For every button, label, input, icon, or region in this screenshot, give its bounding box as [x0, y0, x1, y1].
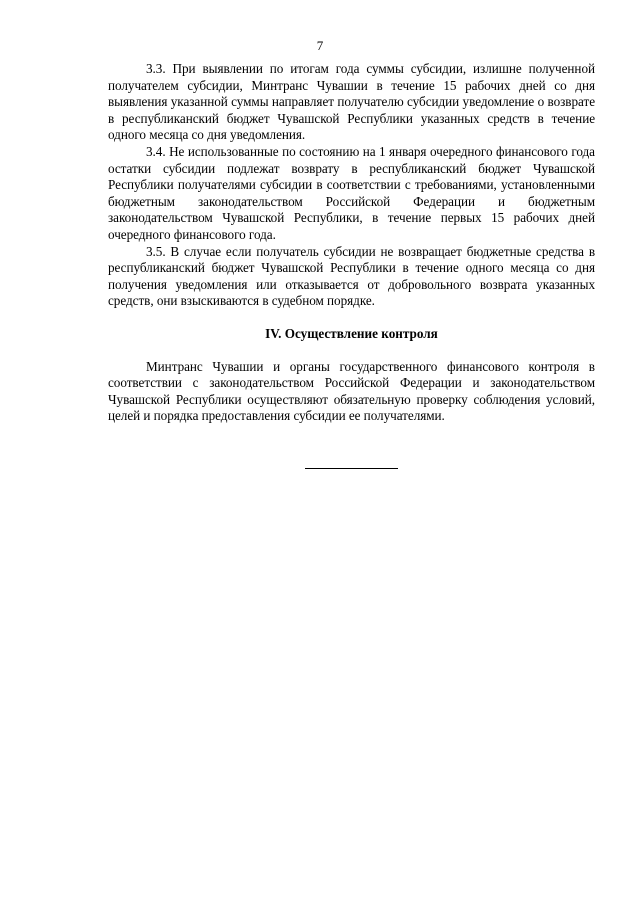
page-number: 7 — [316, 38, 324, 53]
paragraph-3-4: 3.4. Не использованные по состоянию на 1 января очередного финансового года остатки субсидии подлежат возврату в республиканский бюджет Чувашской Республики получателями субсидии в соответствии с требованиями, установленными бюджетным законодательством Российской Федерации и бюджетным законодательством Чувашской Республики, в течение первых 15 рабочих дней очередного финансового года. — [108, 143, 595, 242]
section-heading: IV. Осуществление контроля — [265, 325, 438, 341]
section-4-paragraph: Минтранс Чувашии и органы государственного финансового контроля в соответствии с законодательством Российской Федерации и законодательством Чувашской Республики осуществляют обязательную проверку соблюдения условий, целей и порядка предоставления субсидии ее получателями. — [108, 358, 595, 424]
paragraph-3-5: 3.5. В случае если получатель субсидии не возвращает бюджетные средства в республиканский бюджет Чувашской Республики в течение одного месяца со дня получения уведомления или отказывается от добровольного возврата указанных средств, они взыскиваются в судебном порядке. — [108, 243, 595, 309]
end-separator-line — [305, 468, 398, 469]
document-body — [108, 61, 595, 469]
paragraph-3-3: 3.3. При выявлении по итогам года суммы субсидии, излишне полученной получателем субсидии, Минтранс Чувашии в течение 15 рабочих дней со дня выявления указанной суммы направляет получателю субсидии уведомление о возврате в республиканский бюджет Чувашской Республики указанных средств в течение одного месяца со дня уведомления. — [108, 61, 595, 143]
